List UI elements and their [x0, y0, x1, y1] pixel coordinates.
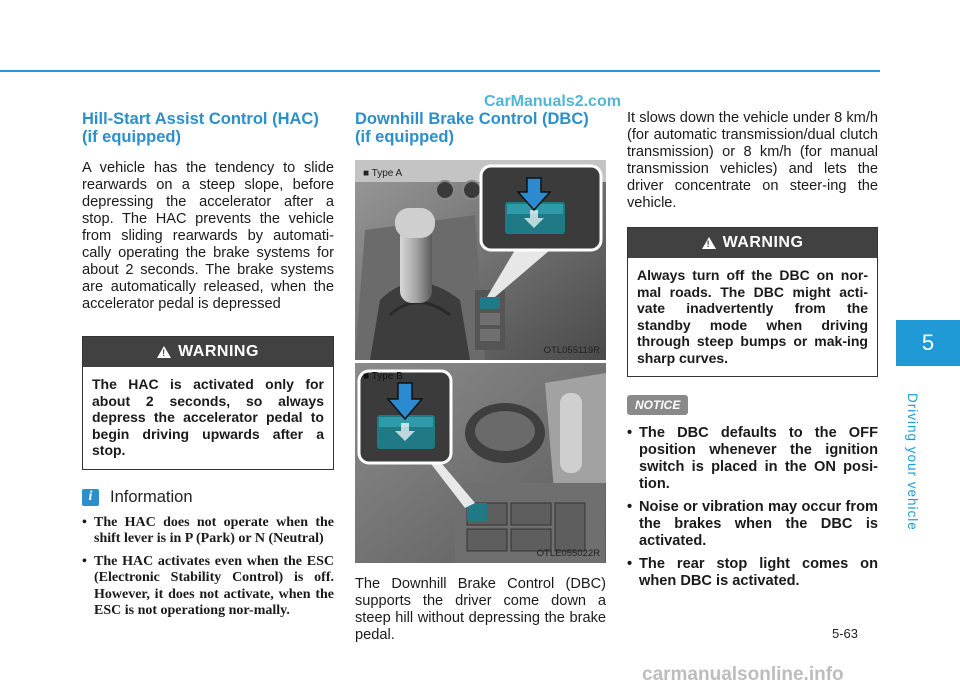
header-rule [0, 70, 880, 72]
watermark-carmanuals2: CarManuals2.com [484, 93, 621, 110]
column-hac [82, 110, 334, 626]
image-a-code: OTL055119R [543, 345, 600, 356]
dbc-body: The Downhill Brake Control (DBC) supports the driver come down a steep hill without depressing the brake pedal. [355, 576, 606, 643]
gear-console-illustration-b [355, 363, 606, 563]
hac-warning-text: The HAC is activated only for about 2 seconds, so always depress the accelerator pedal to begin driving upwards after a stop. [92, 376, 324, 458]
hac-warning-header [83, 337, 333, 367]
hac-warning-box [82, 336, 334, 470]
information-item: • The HAC activates even when the ESC (Electronic Stability Control) is off. However, it does not activate, when the ESC is not operationg nor-mally. [82, 554, 334, 620]
notice-badge: NOTICE [627, 395, 688, 415]
hac-heading: Hill-Start Assist Control (HAC) (if equipped) [82, 110, 319, 146]
dbc-image-type-a [355, 160, 606, 360]
dbc-heading: Downhill Brake Control (DBC) (if equipped) [355, 110, 589, 146]
dbc-warning-label: WARNING [722, 234, 804, 251]
type-b-label: ■ Type B [363, 371, 403, 382]
information-icon: i [82, 489, 99, 506]
page-number: 5-63 [832, 626, 859, 641]
notice-list [627, 425, 878, 590]
gear-console-illustration-a [355, 160, 606, 360]
hac-warning-label: WARNING [178, 343, 259, 360]
dbc-image-type-b [355, 363, 606, 563]
notice-item: • Noise or vibration may occur from the brakes when the DBC is activated. [627, 499, 878, 550]
type-a-label: ■ Type A [363, 168, 403, 179]
chapter-tab: 5 [896, 320, 960, 366]
image-b-code: OTLE055022R [536, 548, 600, 559]
information-list [82, 515, 334, 620]
information-item: • The HAC does not operate when the shift lever is in P (Park) or N (Neutral) [82, 515, 334, 548]
column-dbc [355, 110, 606, 644]
dbc-warning-box [627, 227, 878, 377]
dbc-warning-text: Always turn off the DBC on nor-mal roads. The DBC might acti-vate inadvertently from the standby mode when driving through steep bumps or mak-ing sharp curves. [637, 267, 868, 366]
watermark-carmanualsonline: carmanualsonline.info [642, 664, 844, 685]
column-dbc-continued [627, 110, 878, 596]
information-header [82, 488, 334, 507]
chapter-label: Driving your vehicle [905, 393, 920, 531]
warning-triangle-icon: ! [702, 237, 716, 249]
dbc-warning-header [628, 228, 877, 258]
dbc-continued-body: It slows down the vehicle under 8 km/h (for automatic transmission/dual clutch transmission) or 8 km/h (for manual transmission vehicles) and lets the driver concentrate on steer-ing the vehicle. [627, 110, 878, 211]
notice-item: • The DBC defaults to the OFF position whenever the ignition switch is placed in the ON posi-tion. [627, 425, 878, 493]
notice-item: • The rear stop light comes on when DBC is activated. [627, 556, 878, 590]
hac-body: A vehicle has the tendency to slide rearwards on a steep slope, before depressing the accelerator after a stop. The HAC prevents the vehicle from sliding rearwards by automati-cally operating the brake systems for about 2 seconds. The brake systems are automatically released, when the accelerator pedal is depressed [82, 160, 334, 312]
warning-triangle-icon: ! [157, 346, 171, 358]
information-title: Information [110, 487, 193, 506]
